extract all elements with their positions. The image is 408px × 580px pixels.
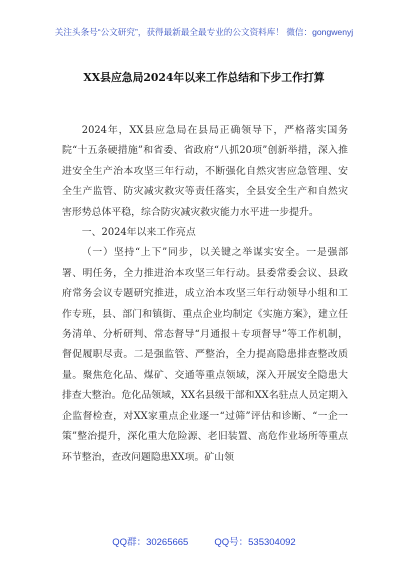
document-body bbox=[62, 121, 348, 468]
intro-paragraph: 2024年，XX县应急局在县局正确领导下，严格落实国务院“十五条硬措施”和省委、省政府“八抓20项”创新举措，深入推进安全生产治本攻坚三年行动，不断强化自然灾害应急管理、安全生产监管、防灾减灾救灾等责任落实，全县安全生产和自然灾害形势总体平稳，综合防灾减灾救灾能力水平进一步提升。 bbox=[62, 125, 348, 218]
body-paragraph: （一）坚持“上下”同步，以关键之举谋实安全。一是强部署、明任务，全力推进治本攻坚三年行动。县委常委会议、县政府常务会议专题研究推进，成立治本攻坚三年行动领导小组和工作专班，县、部门和镇街、重点企业均制定《实施方案》，建立任务清单、分析研判、常态督导“月通报＋专项督导”等工作机制，督促履职尽责。二是强监管、严整治，全力提高隐患排查整改质量。聚焦危化品、煤矿、交通等重点领域，深入开展安全隐患大排查大整治。危化品领域，XX名县级干部和XX名驻点人员定期入企监督检查，对XX家重点企业逐一“过筛”评估和诊断、“一企一策”整治提升，深化重大危险源、老旧装置、高危作业场所等重点环节整治，查改问题隐患XX项。矿山领 bbox=[62, 247, 348, 463]
header-banner: 关注头条号“公文研究”，获得最新最全最专业的公文资料库！ 微信：gongwenyj bbox=[54, 27, 354, 37]
section-heading: 一、2024年以来工作亮点 bbox=[81, 227, 196, 239]
qq-group-label: QQ群：30265665 bbox=[112, 537, 189, 548]
footer-contact bbox=[0, 534, 408, 548]
document-title: XX县应急局2024年以来工作总结和下步工作打算 bbox=[83, 71, 325, 84]
qq-number-label: QQ号：535304092 bbox=[214, 537, 296, 548]
